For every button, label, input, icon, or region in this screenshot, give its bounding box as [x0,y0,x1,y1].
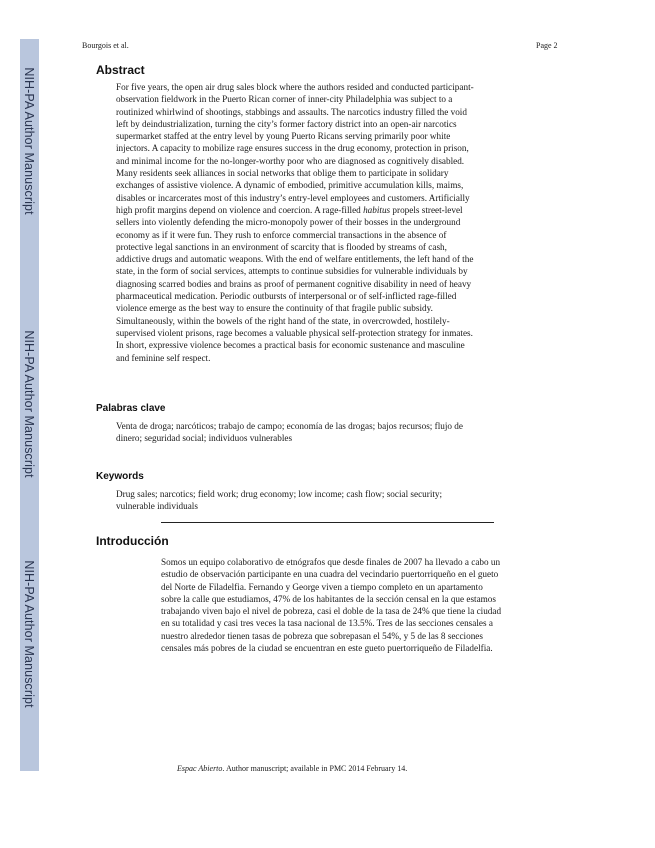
palabras-clave-body [116,420,541,445]
abstract-line: Many residents seek alliances in social networks that oblige them to participate in solidary [116,168,449,179]
keywords-line: vulnerable individuals [116,501,198,512]
intro-line: trabajando viven bajo el nivel de pobreza, casi el doble de la tasa de 24% que tiene la ciudad [161,606,502,617]
abstract-line: routinized whirlwind of shootings, stabbings and assaults. The narcotics industry filled the void [116,106,467,117]
abstract-line: left by deindustrialization, turning the city’s former factory district into an open-air narcotics [116,118,457,129]
habitus-term: habitus [363,204,391,215]
abstract-heading: Abstract [96,63,145,77]
abstract-line: supervised violent prisons, rage becomes a valuable physical self-protection strategy for inmates. [116,327,473,338]
intro-line: nuestro alrededor tienen tasas de pobreza que sobrepasan el 54%, y 5 de las 8 secciones [161,630,483,641]
abstract-body [116,81,541,364]
abstract-line: and minimal income for the no-longer-worthy poor who are diagnosed as cognitively disabled. [116,155,465,166]
intro-line: en su totalidad y casi tres veces la tasa nacional de 13.5%. Tres de las secciones censales a [161,618,493,629]
abstract-line: Simultaneously, within the bowels of the right hand of the state, in overcrowded, hostilely- [116,315,450,326]
keywords-body [116,488,541,513]
intro-line: sobre la calle que estudiamos, 47% de los habitantes de la sección censal en la que estamos [161,593,496,604]
intro-line: censales más pobres de la ciudad se encuentran en este gueto puertorriqueño de Filadelfia. [161,643,493,654]
journal-title: Espac Abierto [177,764,223,773]
abstract-line: In short, expressive violence becomes a practical basis for economic sustenance and masculine [116,340,465,351]
palabras-clave-heading: Palabras clave [96,403,166,414]
abstract-line: observation fieldwork in the Puerto Rican corner of inner-city Philadelphia was subject to a [116,94,453,105]
keywords-heading: Keywords [96,471,144,482]
intro-line: del Norte de Filadelfia. Fernando y George viven a tiempo completo en un apartamento [161,581,483,592]
abstract-line [116,204,541,216]
abstract-line: injectors. A capacity to mobilize rage ensures success in the drug economy, protection in prison, [116,143,469,154]
intro-line: estudio de observación participante en una cuadra del vecindario puertorriqueño en el gueto [161,569,499,580]
abstract-line-end: propels street-level [390,204,463,215]
section-divider [161,522,494,523]
manuscript-note: . Author manuscript; available in PMC 2014 February 14. [222,764,408,773]
palabras-clave-line: dinero; seguridad social; individuos vulnerables [116,433,293,444]
abstract-line: pharmaceutical medication. Periodic outbursts of interpersonal or of self-inflicted rage-filled [116,291,457,302]
abstract-line: exchanges of assistive violence. A dynamic of embodied, primitive accumulation kills, maims, [116,180,464,191]
abstract-line: supermarket staffed at the entry level by young Puerto Ricans serving primarily poor white [116,131,451,142]
abstract-line: economy as if it were fun. They rush to enforce commercial transactions in the absence of [116,229,447,240]
abstract-line: state, in the form of social services, attempts to continue subsidies for vulnerable individuals by [116,266,468,277]
abstract-line: disables or incarcerates most of this industry’s entry-level employees and customers. Artificially [116,192,470,203]
running-header-author: Bourgois et al. [82,41,129,50]
abstract-line-start: high profit margins depend on violence and coercion. A rage-filled [116,204,364,215]
abstract-line: addictive drugs and automatic weapons. With the end of welfare entitlements, the left hand of the [116,254,474,265]
abstract-line: For five years, the open air drug sales block where the authors resided and conducted participant- [116,82,474,92]
abstract-line: and feminine self respect. [116,352,211,363]
introduccion-heading: Introducción [96,534,169,548]
introduccion-body [161,556,541,654]
keywords-line: Drug sales; narcotics; field work; drug economy; low income; cash flow; social security; [116,489,443,499]
abstract-line: diagnosing scarred bodies and brains as proof of permanent cognitive disability in need of heavy [116,278,472,289]
palabras-clave-line: Venta de droga; narcóticos; trabajo de campo; economía de las drogas; bajos recursos; flujo de [116,421,463,431]
citation-footer [177,764,407,773]
abstract-line: sellers into violently defending the micro-monopoly power of their bosses in the underground [116,217,461,228]
page-number: Page 2 [536,41,558,50]
intro-line: Somos un equipo colaborativo de etnógrafos que desde finales de 2007 ha llevado a cabo un [161,557,501,567]
abstract-line: protective legal sanctions in an environment of scarcity that is flooded by streams of cash, [116,241,447,252]
abstract-line: violence emerge as the best way to ensure the continuity of that fragile public subsidy. [116,303,433,314]
